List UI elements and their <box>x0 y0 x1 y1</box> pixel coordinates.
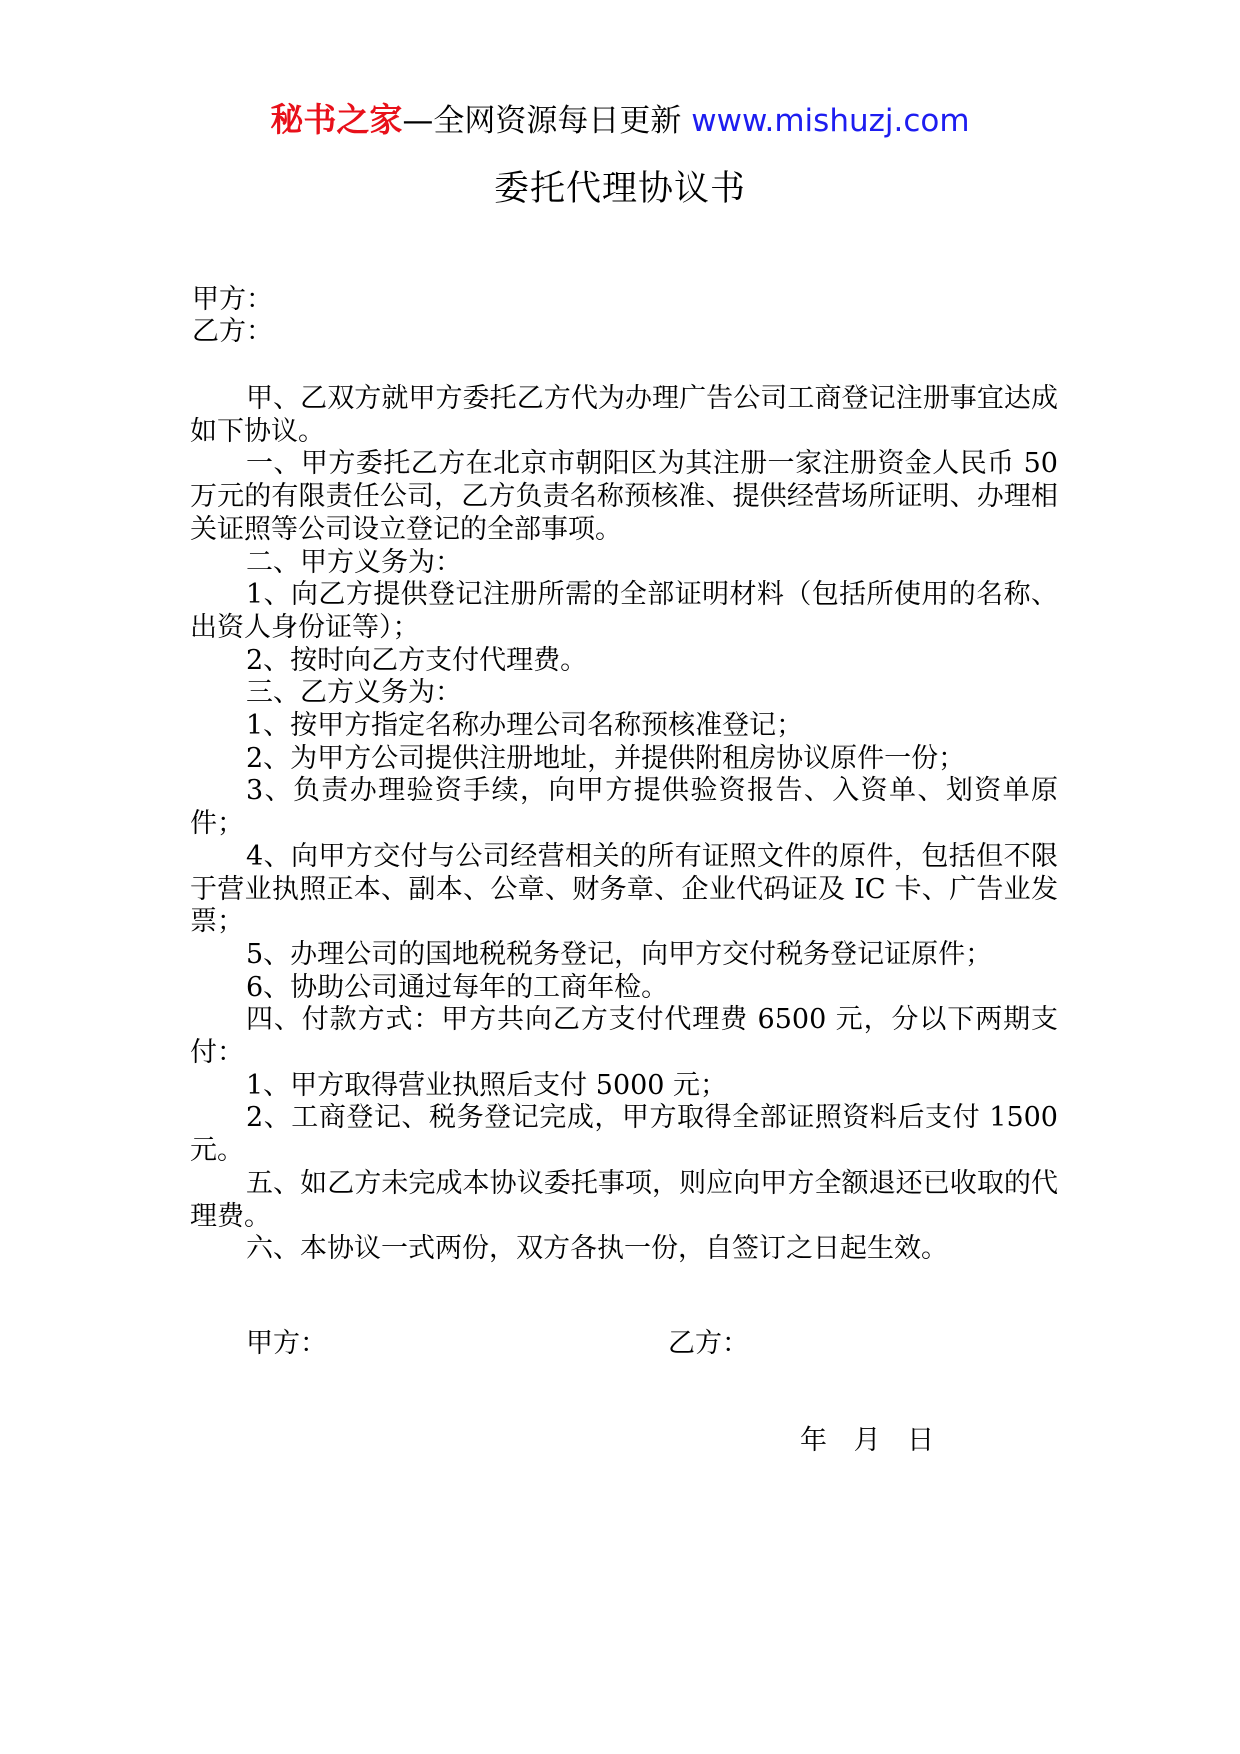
party-labels <box>192 284 273 348</box>
paragraph: 2、工商登记、税务登记完成，甲方取得全部证照资料后支付 1500 元。 <box>190 1102 1058 1167</box>
paragraph: 1、甲方取得营业执照后支付 5000 元； <box>246 1069 728 1101</box>
paragraph: 2、为甲方公司提供注册地址，并提供附租房协议原件一份； <box>246 742 966 774</box>
site-url: www.mishuzj.com <box>691 103 970 139</box>
brand-name: 秘书之家 <box>270 100 403 139</box>
paragraph: 1、按甲方指定名称办理公司名称预核准登记； <box>246 710 804 742</box>
paragraph: 一、甲方委托乙方在北京市朝阳区为其注册一家注册资金人民币 50 万元的有限责任公司，乙方负责名称预核准、提供经营场所证明、办理相关证照等公司设立登记的全部事项。 <box>190 448 1058 545</box>
signing-date: 年 月 日 <box>800 1425 935 1456</box>
paragraph: 5、办理公司的国地税税务登记，向甲方交付税务登记证原件； <box>246 938 993 970</box>
paragraph: 二、甲方义务为： <box>246 546 462 578</box>
paragraph: 六、本协议一式两份，双方各执一份，自签订之日起生效。 <box>246 1233 948 1265</box>
paragraph: 6、协助公司通过每年的工商年检。 <box>246 971 669 1003</box>
paragraph: 四、付款方式：甲方共向乙方支付代理费 6500 元，分以下两期支付： <box>190 1004 1058 1069</box>
paragraph: 五、如乙方未完成本协议委托事项，则应向甲方全额退还已收取的代理费。 <box>190 1167 1058 1232</box>
paragraph: 1、向乙方提供登记注册所需的全部证明材料（包括所使用的名称、出资人身份证等）； <box>190 579 1058 643</box>
signature-party-b: 乙方： <box>668 1328 749 1359</box>
site-header <box>0 98 1240 143</box>
paragraph: 2、按时向乙方支付代理费。 <box>246 644 588 676</box>
paragraph: 3、负责办理验资手续，向甲方提供验资报告、入资单、划资单原件； <box>190 775 1058 840</box>
document-title: 委托代理协议书 <box>493 169 746 209</box>
paragraph: 三、乙方义务为： <box>246 677 462 709</box>
paragraph: 甲、乙双方就甲方委托乙方代为办理广告公司工商登记注册事宜达成如下协议。 <box>190 383 1058 447</box>
agreement-body <box>190 383 1058 1266</box>
party-b-label: 乙方： <box>192 316 273 347</box>
signature-party-a: 甲方： <box>246 1328 327 1359</box>
party-a-label: 甲方： <box>192 284 273 315</box>
paragraph: 4、向甲方交付与公司经营相关的所有证照文件的原件，包括但不限于营业执照正本、副本、公章、财务章、企业代码证及 IC 卡、广告业发票； <box>190 840 1058 938</box>
header-tagline: —全网资源每日更新 <box>402 103 692 139</box>
